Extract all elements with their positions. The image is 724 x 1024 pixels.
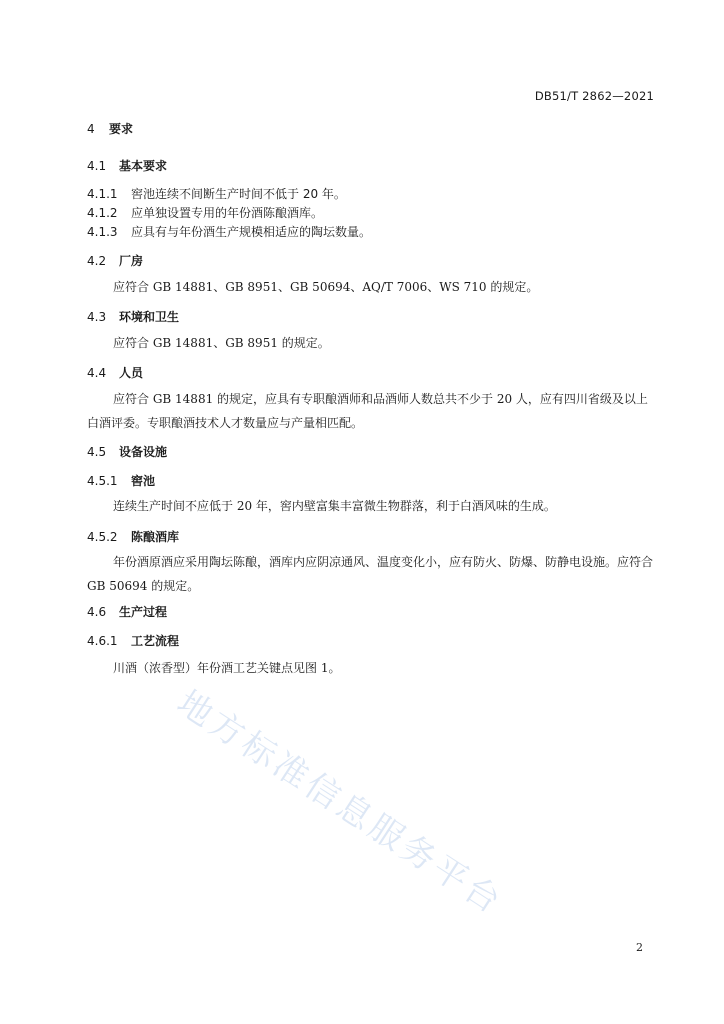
section-title: 陈酿酒库	[131, 530, 180, 544]
section-4-5-2-body: 年份酒原酒应采用陶坛陈酿，酒库内应阴凉通风、温度变化小，应有防火、防爆、防静电设施。应符合 GB 50694 的规定。	[87, 555, 654, 593]
document-code: DB51/T 2862—2021	[534, 89, 654, 103]
section-title: 工艺流程	[131, 634, 180, 648]
section-4-5-1-heading	[87, 472, 155, 489]
section-4-4-body: 应符合 GB 14881 的规定，应具有专职酿酒师和品酒师人数总共不少于 20 人，应有四川省级及以上白酒评委。专职酿酒技术人才数量应与产量相匹配。	[87, 392, 648, 430]
section-title: 生产过程	[119, 605, 168, 619]
section-title: 厂房	[119, 254, 144, 268]
section-title: 基本要求	[119, 159, 168, 173]
section-title: 环境和卫生	[119, 310, 180, 324]
section-4-6-1-body: 川酒（浓香型）年份酒工艺关键点见图 1。	[113, 661, 341, 675]
section-4-2-heading	[87, 252, 143, 269]
clause-number: 4.1.2	[87, 206, 118, 220]
section-4-4-heading	[87, 364, 143, 381]
section-number: 4.4	[87, 366, 107, 380]
clause-4-1-3	[87, 223, 371, 240]
clause-number: 4.1.3	[87, 225, 118, 239]
section-4-6-heading	[87, 603, 167, 620]
section-title: 人员	[119, 366, 144, 380]
clause-4-1-1	[87, 185, 346, 202]
section-4-1-heading	[87, 157, 167, 174]
clause-text: 应单独设置专用的年份酒陈酿酒库。	[131, 206, 324, 220]
section-number: 4.6.1	[87, 634, 118, 648]
watermark: 地方标准信息服务平台	[169, 682, 511, 924]
section-number: 4	[87, 122, 95, 136]
clause-number: 4.1.1	[87, 187, 118, 201]
clause-text: 应具有与年份酒生产规模相适应的陶坛数量。	[131, 225, 372, 239]
section-number: 4.5.1	[87, 474, 118, 488]
section-number: 4.1	[87, 159, 107, 173]
section-title: 设备设施	[119, 445, 168, 459]
section-title: 窖池	[131, 474, 156, 488]
clause-4-1-2	[87, 204, 323, 221]
page-number: 2	[636, 941, 643, 954]
section-4-5-heading	[87, 443, 167, 460]
section-4-5-1-body: 连续生产时间不应低于 20 年，窖内壁富集丰富微生物群落，利于白酒风味的生成。	[113, 499, 556, 513]
section-4-6-1-heading	[87, 632, 179, 649]
section-number: 4.2	[87, 254, 107, 268]
section-title: 要求	[109, 122, 134, 136]
section-number: 4.3	[87, 310, 107, 324]
section-4-2-body: 应符合 GB 14881、GB 8951、GB 50694、AQ/T 7006、WS 710 的规定。	[113, 280, 539, 294]
section-number: 4.6	[87, 605, 107, 619]
clause-text: 窖池连续不间断生产时间不低于 20 年。	[131, 187, 346, 201]
section-4-5-2-heading	[87, 528, 179, 545]
section-4-3-heading	[87, 308, 179, 325]
section-number: 4.5	[87, 445, 107, 459]
section-4-3-body: 应符合 GB 14881、GB 8951 的规定。	[113, 336, 330, 350]
section-number: 4.5.2	[87, 530, 118, 544]
section-4-heading	[87, 120, 133, 137]
